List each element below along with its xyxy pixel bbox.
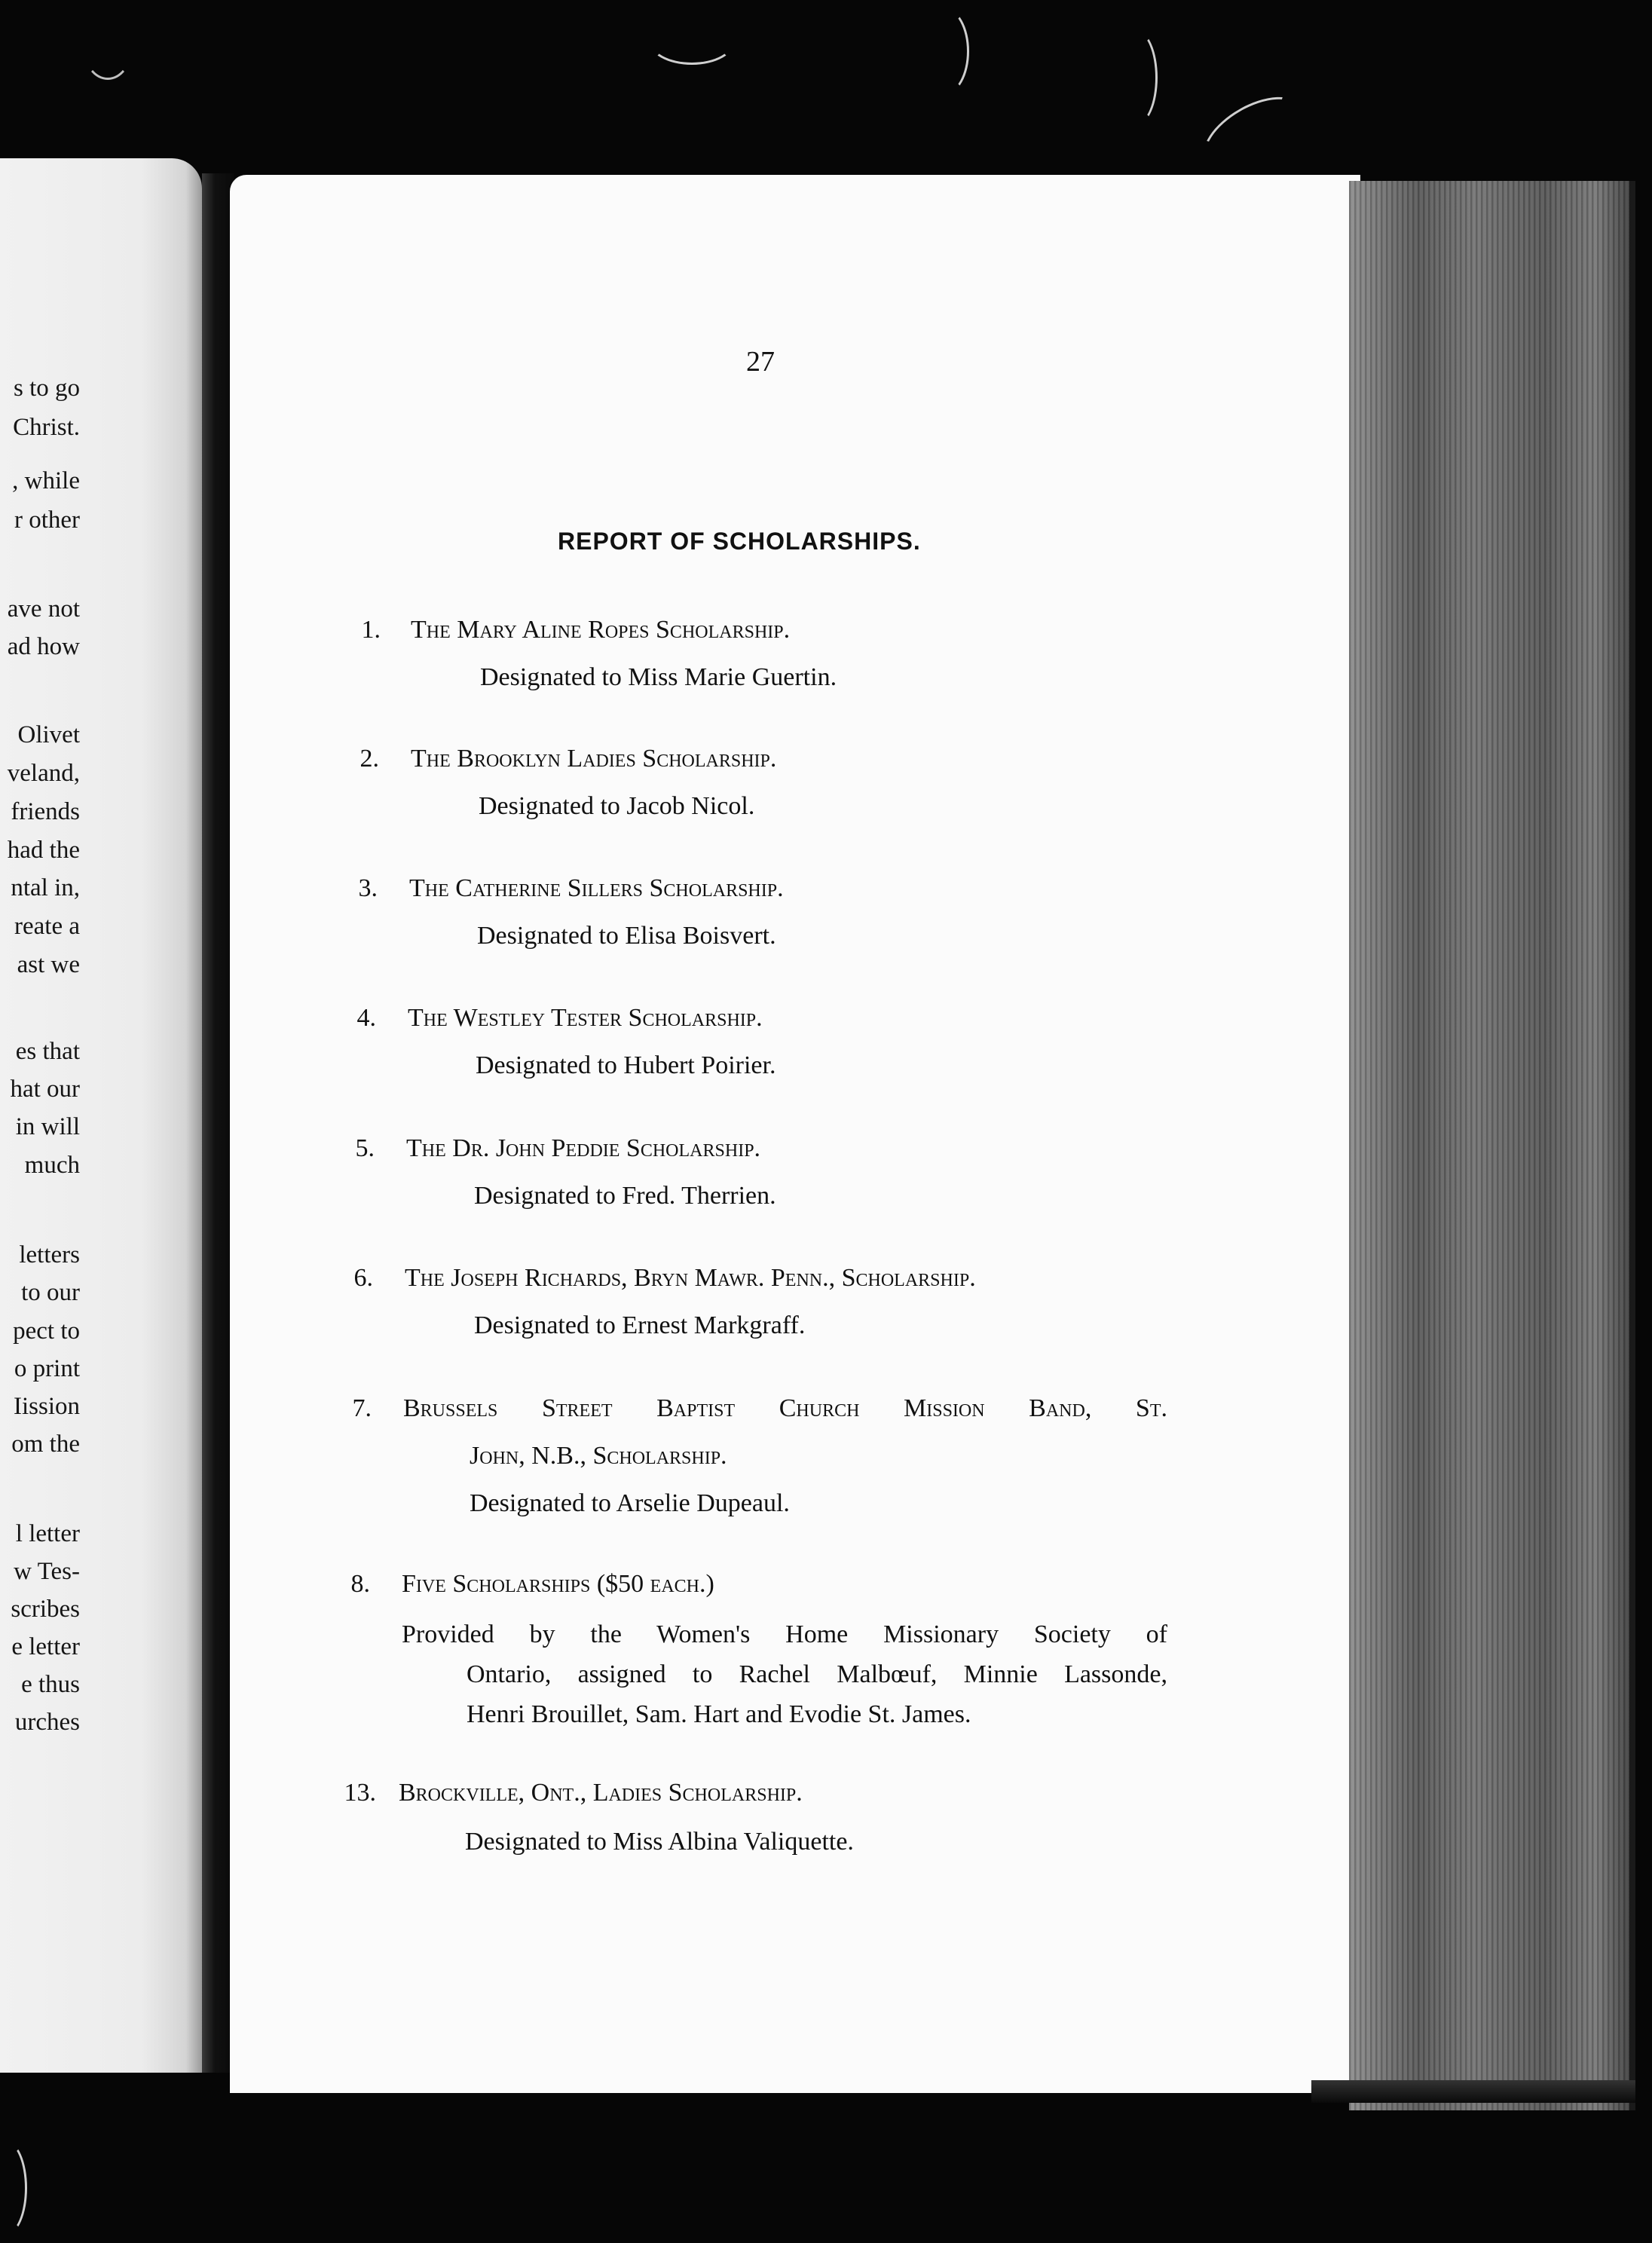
left-page-line: es that [15, 1038, 80, 1065]
left-page-line: s to go [13, 375, 80, 402]
left-page-line: e letter [11, 1633, 80, 1660]
left-page-line: had the [7, 837, 80, 864]
page-number: 27 [746, 346, 775, 378]
left-page-line: hat our [10, 1076, 80, 1103]
left-page-line: reate a [14, 913, 80, 940]
left-page-line: w Tes- [14, 1558, 80, 1585]
left-page-line: ave not [7, 595, 80, 623]
left-page-line: r other [14, 506, 80, 534]
left-page-line: om the [11, 1431, 80, 1458]
entry-number: 4. [356, 1004, 376, 1032]
left-page-line: Iission [13, 1393, 80, 1420]
left-page-line: much [24, 1152, 80, 1179]
entry-title: The Joseph Richards, Bryn Mawr. Penn., Scholarship. [405, 1264, 976, 1292]
entry-title-line-2: John, N.B., Scholarship. [470, 1442, 727, 1470]
left-page-line: in will [15, 1113, 80, 1140]
entry-number: 1. [361, 616, 381, 644]
left-facing-page [0, 158, 202, 2073]
left-page-line: letters [19, 1241, 80, 1268]
entry-title: The Westley Tester Scholarship. [408, 1004, 763, 1032]
left-page-line: o print [14, 1355, 80, 1382]
page-fore-edge [1349, 181, 1635, 2110]
book-gutter [202, 173, 234, 2073]
entry-title: The Mary Aline Ropes Scholarship. [411, 616, 791, 644]
left-page-line: to our [21, 1279, 80, 1306]
entry-designation: Designated to Arselie Dupeaul. [470, 1489, 790, 1517]
entry-number: 6. [353, 1264, 373, 1292]
entry-designation: Designated to Hubert Poirier. [476, 1051, 776, 1079]
entry-designation: Designated to Miss Albina Valiquette. [465, 1828, 854, 1856]
entry-title: The Brooklyn Ladies Scholarship. [411, 745, 777, 773]
entry-number: 7. [352, 1394, 372, 1422]
entry-designation: Designated to Fred. Therrien. [474, 1182, 776, 1210]
left-page-line: , while [12, 467, 80, 494]
entry-number: 5. [355, 1134, 375, 1162]
left-page-line: scribes [11, 1596, 80, 1623]
left-page-line: veland, [7, 760, 80, 787]
entry-title: The Dr. John Peddie Scholarship. [406, 1134, 761, 1162]
left-page-line: ntal in, [11, 874, 80, 901]
entry-provided-line-2: Ontario, assigned to Rachel Malbœuf, Minnie Lassonde, [467, 1660, 1167, 1688]
left-page-line: Olivet [17, 721, 80, 748]
scratch-mark [83, 15, 133, 80]
left-page-line: urches [14, 1709, 80, 1736]
entry-title-line-1: Brussels Street Baptist Church Mission Band, St. [403, 1394, 1167, 1422]
left-page-line: e thus [21, 1671, 80, 1698]
entry-designation: Designated to Ernest Markgraff. [474, 1311, 806, 1339]
left-page-line: ast we [17, 951, 80, 978]
entry-provided-line-3: Henri Brouillet, Sam. Hart and Evodie St. James. [467, 1700, 971, 1728]
page-title: REPORT OF SCHOLARSHIPS. [558, 528, 921, 555]
entry-title: Five Scholarships ($50 each.) [402, 1570, 714, 1598]
left-page-line: l letter [15, 1520, 80, 1547]
entry-number: 8. [350, 1570, 370, 1598]
entry-number: 3. [358, 874, 378, 902]
scratch-mark [1192, 82, 1315, 187]
entry-title: Brockville, Ont., Ladies Scholarship. [399, 1779, 803, 1807]
left-page-line: Christ. [13, 414, 80, 441]
entry-provided-line-1: Provided by the Women's Home Missionary Society of [402, 1620, 1167, 1648]
entry-designation: Designated to Jacob Nicol. [479, 792, 755, 820]
scratch-mark [648, 15, 736, 65]
scratch-mark [1115, 30, 1158, 125]
page-fore-edge-bottom [1311, 2080, 1635, 2103]
entry-number: 13. [344, 1779, 376, 1807]
left-page-line: friends [11, 798, 80, 825]
scratch-mark [919, 8, 969, 95]
left-page-line: ad how [7, 633, 80, 660]
left-page-line: pect to [13, 1317, 80, 1345]
scratch-mark [0, 2140, 27, 2235]
entry-designation: Designated to Miss Marie Guertin. [480, 663, 837, 691]
entry-title: The Catherine Sillers Scholarship. [409, 874, 784, 902]
entry-number: 2. [359, 745, 379, 773]
entry-designation: Designated to Elisa Boisvert. [477, 922, 776, 950]
